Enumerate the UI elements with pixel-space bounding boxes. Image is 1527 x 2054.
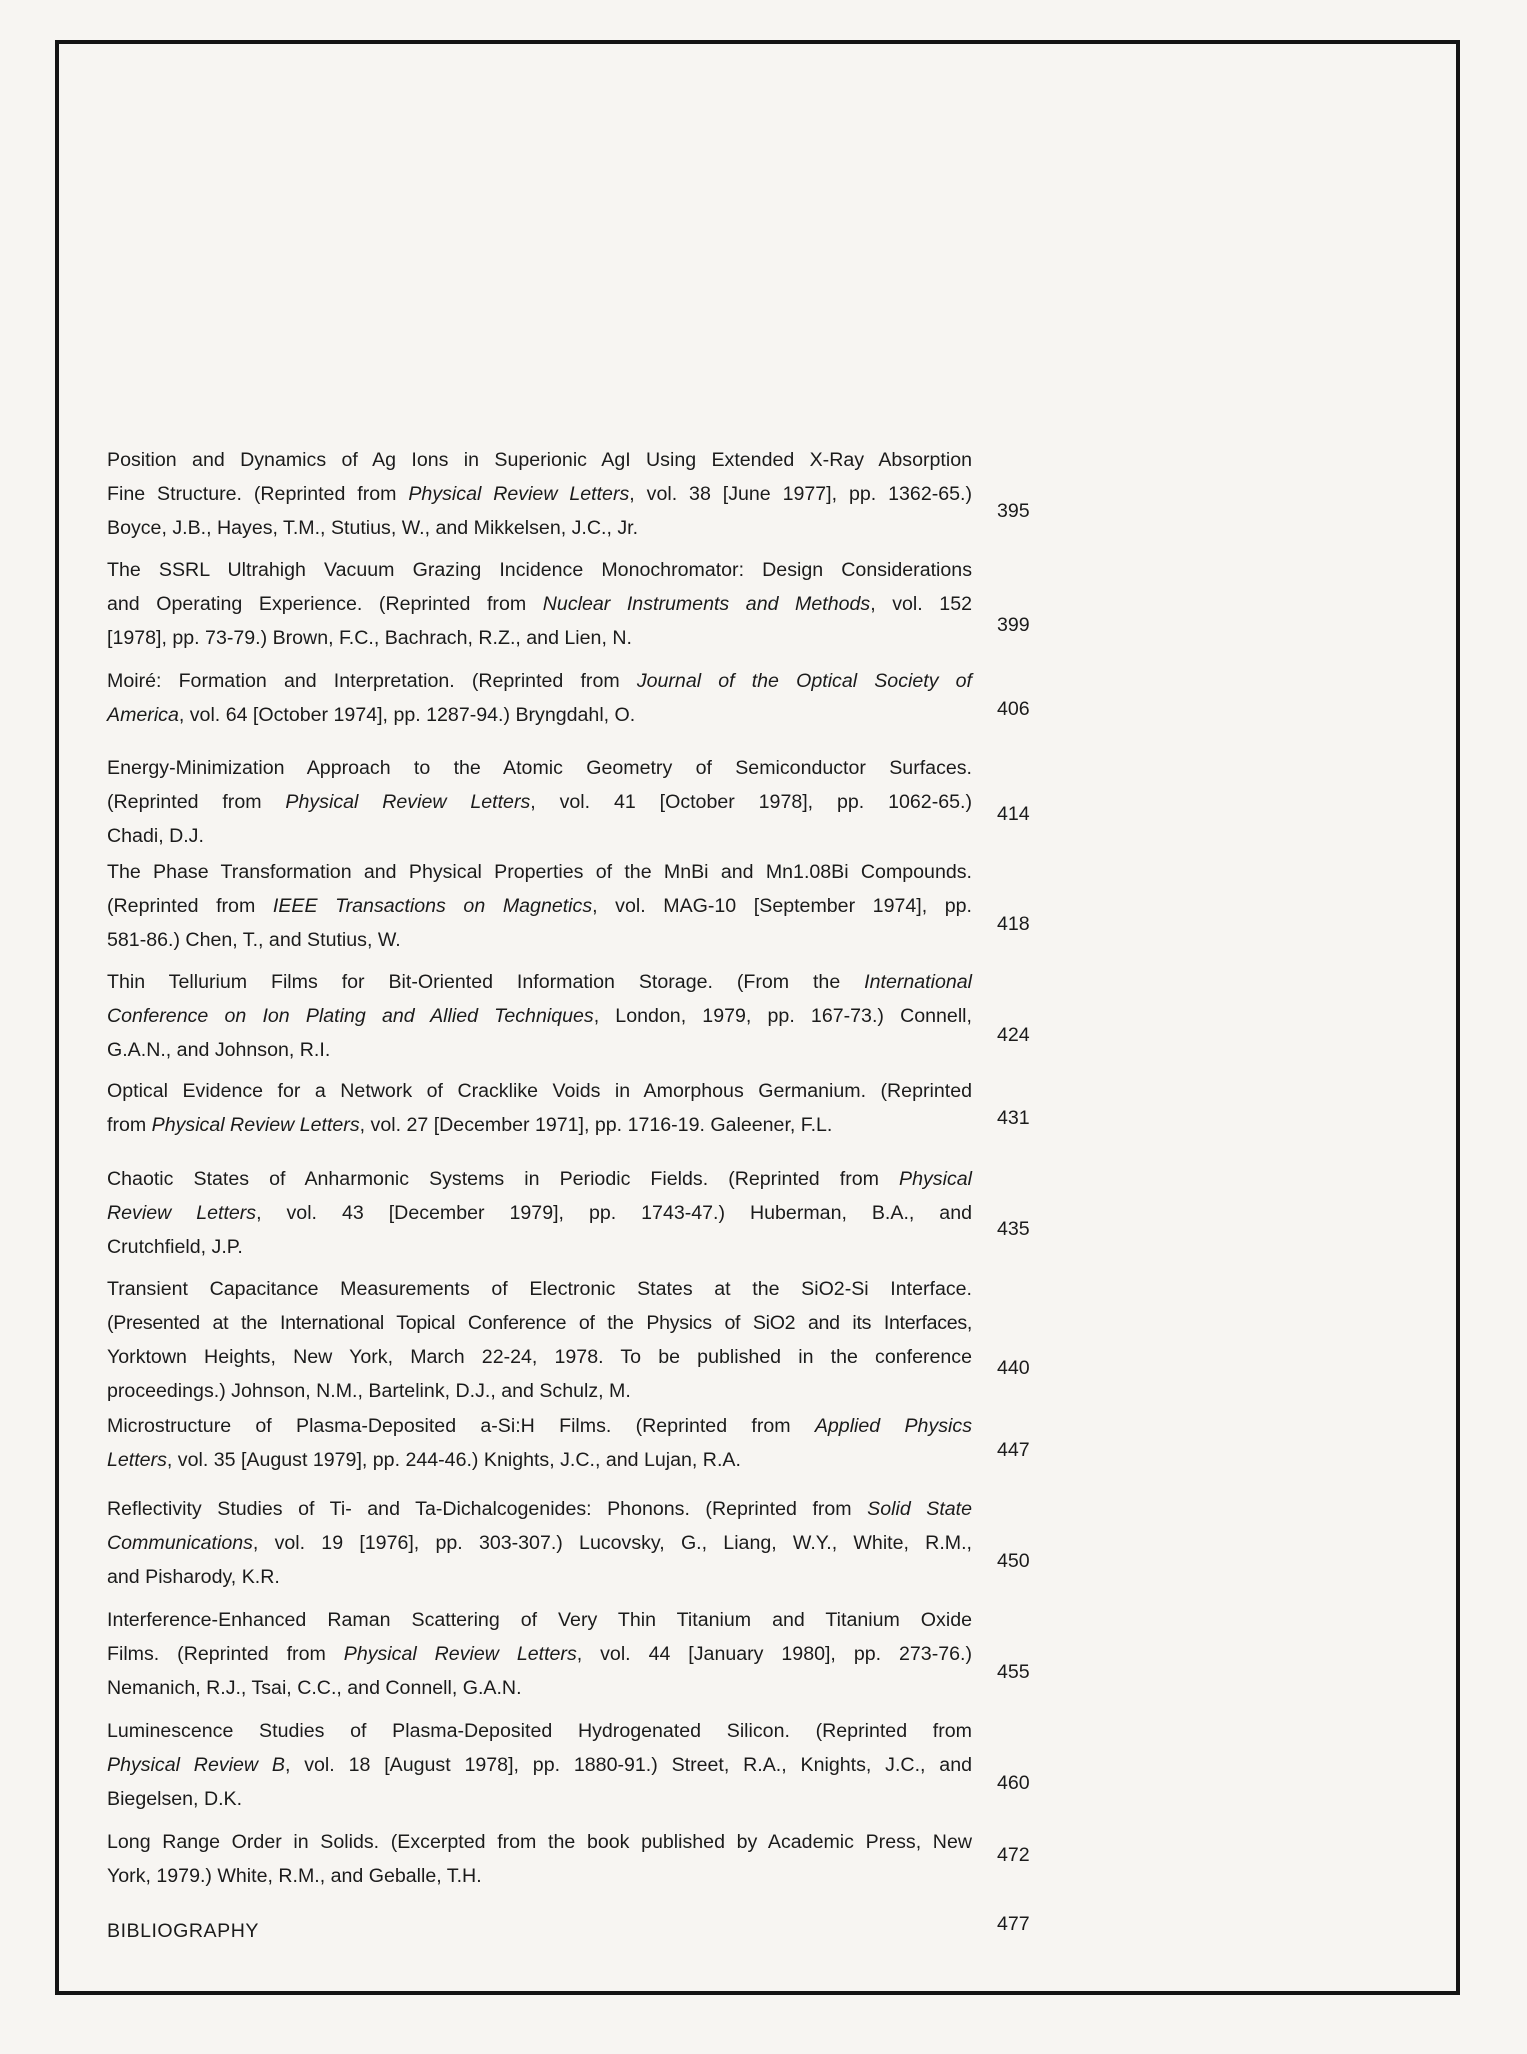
entry-6-text: Thin Tellurium Films for Bit-Oriented Information Storage. (From the [107,971,865,993]
entry-5-line-2 [107,889,972,923]
entry-14-page: 472 [997,1844,1030,1866]
entry-5-text: (Reprinted from [107,895,273,917]
entry-7-page: 431 [997,1107,1030,1129]
toc-entry-5 [107,855,972,957]
entry-7-citation: , vol. 27 [December 1971], pp. 1716-19. Galeener, F.L. [359,1114,833,1136]
entry-3-line-2 [107,698,972,732]
toc-entry-14 [107,1825,972,1893]
entry-9-line-1: Transient Capacitance Measurements of Electronic States at the SiO2-Si Interface. [107,1278,972,1300]
entry-2-text: and Operating Experience. (Reprinted from [107,593,543,615]
entry-2-page: 399 [997,614,1030,636]
entry-3-citation: , vol. 64 [October 1974], pp. 1287-94.) Bryngdahl, O. [178,704,636,726]
entry-8-page: 435 [997,1218,1030,1240]
toc-entry-2 [107,553,972,655]
entry-3-line-1 [107,664,972,698]
entry-8-text: Chaotic States of Anharmonic Systems in Periodic Fields. (Reprinted from [107,1168,900,1190]
entry-1-text: Fine Structure. (Reprinted from [107,483,409,505]
entry-7-line-1: Optical Evidence for a Network of Cracklike Voids in Amorphous Germanium. (Reprinted [107,1080,972,1102]
entry-11-authors: and Pisharody, K.R. [107,1566,280,1588]
entry-11-text: Reflectivity Studies of Ti- and Ta-Dichalcogenides: Phonons. (Reprinted from [107,1498,868,1520]
toc-entry-11 [107,1492,972,1594]
entry-8-line-1 [107,1162,972,1196]
toc-entry-8 [107,1162,972,1264]
entry-11-journal-b: Communications [107,1532,253,1554]
entry-6-journal-b: Conference on Ion Plating and Allied Techniques [107,1005,594,1027]
entry-9-line-2: (Presented at the International Topical Conference of the Physics of SiO2 and its Interfaces, [107,1312,972,1334]
entry-2-citation: , vol. 152 [870,593,972,615]
entry-11-citation: , vol. 19 [1976], pp. 303-307.) Lucovsky, G., Liang, W.Y., White, R.M., [252,1532,972,1554]
entry-6-authors: G.A.N., and Johnson, R.I. [107,1039,331,1061]
entry-5-journal: IEEE Transactions on Magnetics [272,895,593,917]
toc-entry-12 [107,1603,972,1705]
entry-9-line-3: Yorktown Heights, New York, March 22-24, 1978. To be published in the conference [107,1346,972,1368]
entry-12-journal: Physical Review Letters [343,1643,577,1665]
entry-4-line-2 [107,785,972,819]
toc-entry-7 [107,1074,972,1142]
entry-6-citation: , London, 1979, pp. 167-73.) Connell, [593,1005,972,1027]
entry-5-authors: 581-86.) Chen, T., and Stutius, W. [107,929,401,951]
toc-entry-10 [107,1409,972,1477]
entry-6-page: 424 [997,1024,1030,1046]
entry-1-citation: , vol. 38 [June 1977], pp. 1362-65.) [629,483,972,505]
entry-10-citation: , vol. 35 [August 1979], pp. 244-46.) Knights, J.C., and Lujan, R.A. [166,1449,741,1471]
entry-5-citation: , vol. MAG-10 [September 1974], pp. [592,895,972,917]
entry-7-line-2 [107,1108,972,1142]
toc-entry-13 [107,1714,972,1816]
entry-5-line-1: The Phase Transformation and Physical Properties of the MnBi and Mn1.08Bi Compounds. [107,861,972,883]
entry-1-authors: Boyce, J.B., Hayes, T.M., Stutius, W., and Mikkelsen, J.C., Jr. [107,517,639,539]
entry-8-journal-b: Review Letters [107,1202,257,1224]
entry-1-line-1: Position and Dynamics of Ag Ions in Superionic AgI Using Extended X-Ray Absorption [107,449,972,471]
toc-entry-9 [107,1272,972,1408]
entry-2-line-2 [107,587,972,621]
entry-13-authors: Biegelsen, D.K. [107,1788,243,1810]
entry-12-authors: Nemanich, R.J., Tsai, C.C., and Connell, G.A.N. [107,1677,522,1699]
entry-13-journal: Physical Review B [107,1754,285,1776]
entry-3-page: 406 [997,698,1030,720]
entry-12-line-2 [107,1637,972,1671]
entry-5-page: 418 [997,913,1030,935]
entry-1-page: 395 [997,500,1030,522]
entry-10-text: Microstructure of Plasma-Deposited a-Si:H Films. (Reprinted from [107,1415,815,1437]
entry-13-line-2 [107,1748,972,1782]
entry-14-authors: York, 1979.) White, R.M., and Geballe, T.H. [107,1865,482,1887]
entry-2-line-1: The SSRL Ultrahigh Vacuum Grazing Incidence Monochromator: Design Considerations [107,559,972,581]
entry-12-line-1: Interference-Enhanced Raman Scattering of Very Thin Titanium and Titanium Oxide [107,1609,972,1631]
entry-11-line-2 [107,1526,972,1560]
entry-13-page: 460 [997,1772,1030,1794]
toc-entry-3 [107,664,972,732]
entry-10-line-1 [107,1409,972,1443]
entry-10-journal-a: Applied Physics [814,1415,972,1437]
entry-12-text: Films. (Reprinted from [107,1643,344,1665]
entry-1-journal: Physical Review Letters [408,483,630,505]
entry-2-authors: [1978], pp. 73-79.) Brown, F.C., Bachrach, R.Z., and Lien, N. [107,627,632,649]
entry-11-line-1 [107,1492,972,1526]
entry-7-journal: Physical Review Letters [151,1114,360,1136]
entry-1-line-2 [107,477,972,511]
toc-entry-4 [107,751,972,853]
entry-4-line-1: Energy-Minimization Approach to the Atomic Geometry of Semiconductor Surfaces. [107,757,972,779]
entry-3-journal-b: America [107,704,179,726]
entry-14-line-1: Long Range Order in Solids. (Excerpted from the book published by Academic Press, New [107,1831,972,1853]
entry-9-line-4: proceedings.) Johnson, N.M., Bartelink, D.J., and Schulz, M. [107,1380,631,1402]
entry-4-journal: Physical Review Letters [285,791,531,813]
entry-11-page: 450 [997,1550,1030,1572]
entry-2-journal: Nuclear Instruments and Methods [542,593,871,615]
entry-13-citation: , vol. 18 [August 1978], pp. 1880-91.) Street, R.A., Knights, J.C., and [284,1754,972,1776]
entry-12-page: 455 [997,1661,1030,1683]
entry-6-journal-a: International [864,971,972,993]
entry-12-citation: , vol. 44 [January 1980], pp. 273-76.) [576,1643,972,1665]
entry-4-text: (Reprinted from [107,791,286,813]
entry-9-page: 440 [997,1357,1030,1379]
entry-8-citation: , vol. 43 [December 1979], pp. 1743-47.) Huberman, B.A., and [256,1202,972,1224]
entry-8-authors: Crutchfield, J.P. [107,1236,243,1258]
entry-4-citation: , vol. 41 [October 1978], pp. 1062-65.) [530,791,972,813]
entry-3-journal-a: Journal of the Optical Society of [636,670,972,692]
entry-6-line-2 [107,999,972,1033]
entry-10-page: 447 [997,1439,1030,1461]
toc-entry-1 [107,443,972,545]
toc-entry-6 [107,965,972,1067]
entry-4-page: 414 [997,803,1030,825]
entry-8-journal-a: Physical [899,1168,972,1190]
entry-10-journal-b: Letters [107,1449,167,1471]
entry-4-authors: Chadi, D.J. [107,825,204,847]
bibliography-label: BIBLIOGRAPHY [107,1920,259,1942]
bibliography-page: 477 [997,1913,1030,1935]
entry-7-text: from [107,1114,152,1136]
entry-13-line-1: Luminescence Studies of Plasma-Deposited Hydrogenated Silicon. (Reprinted from [107,1720,972,1742]
entry-8-line-2 [107,1196,972,1230]
bibliography-entry [107,1914,972,1948]
entry-3-text: Moiré: Formation and Interpretation. (Reprinted from [107,670,637,692]
entry-11-journal-a: Solid State [867,1498,973,1520]
entry-6-line-1 [107,965,972,999]
entry-10-line-2 [107,1443,972,1477]
